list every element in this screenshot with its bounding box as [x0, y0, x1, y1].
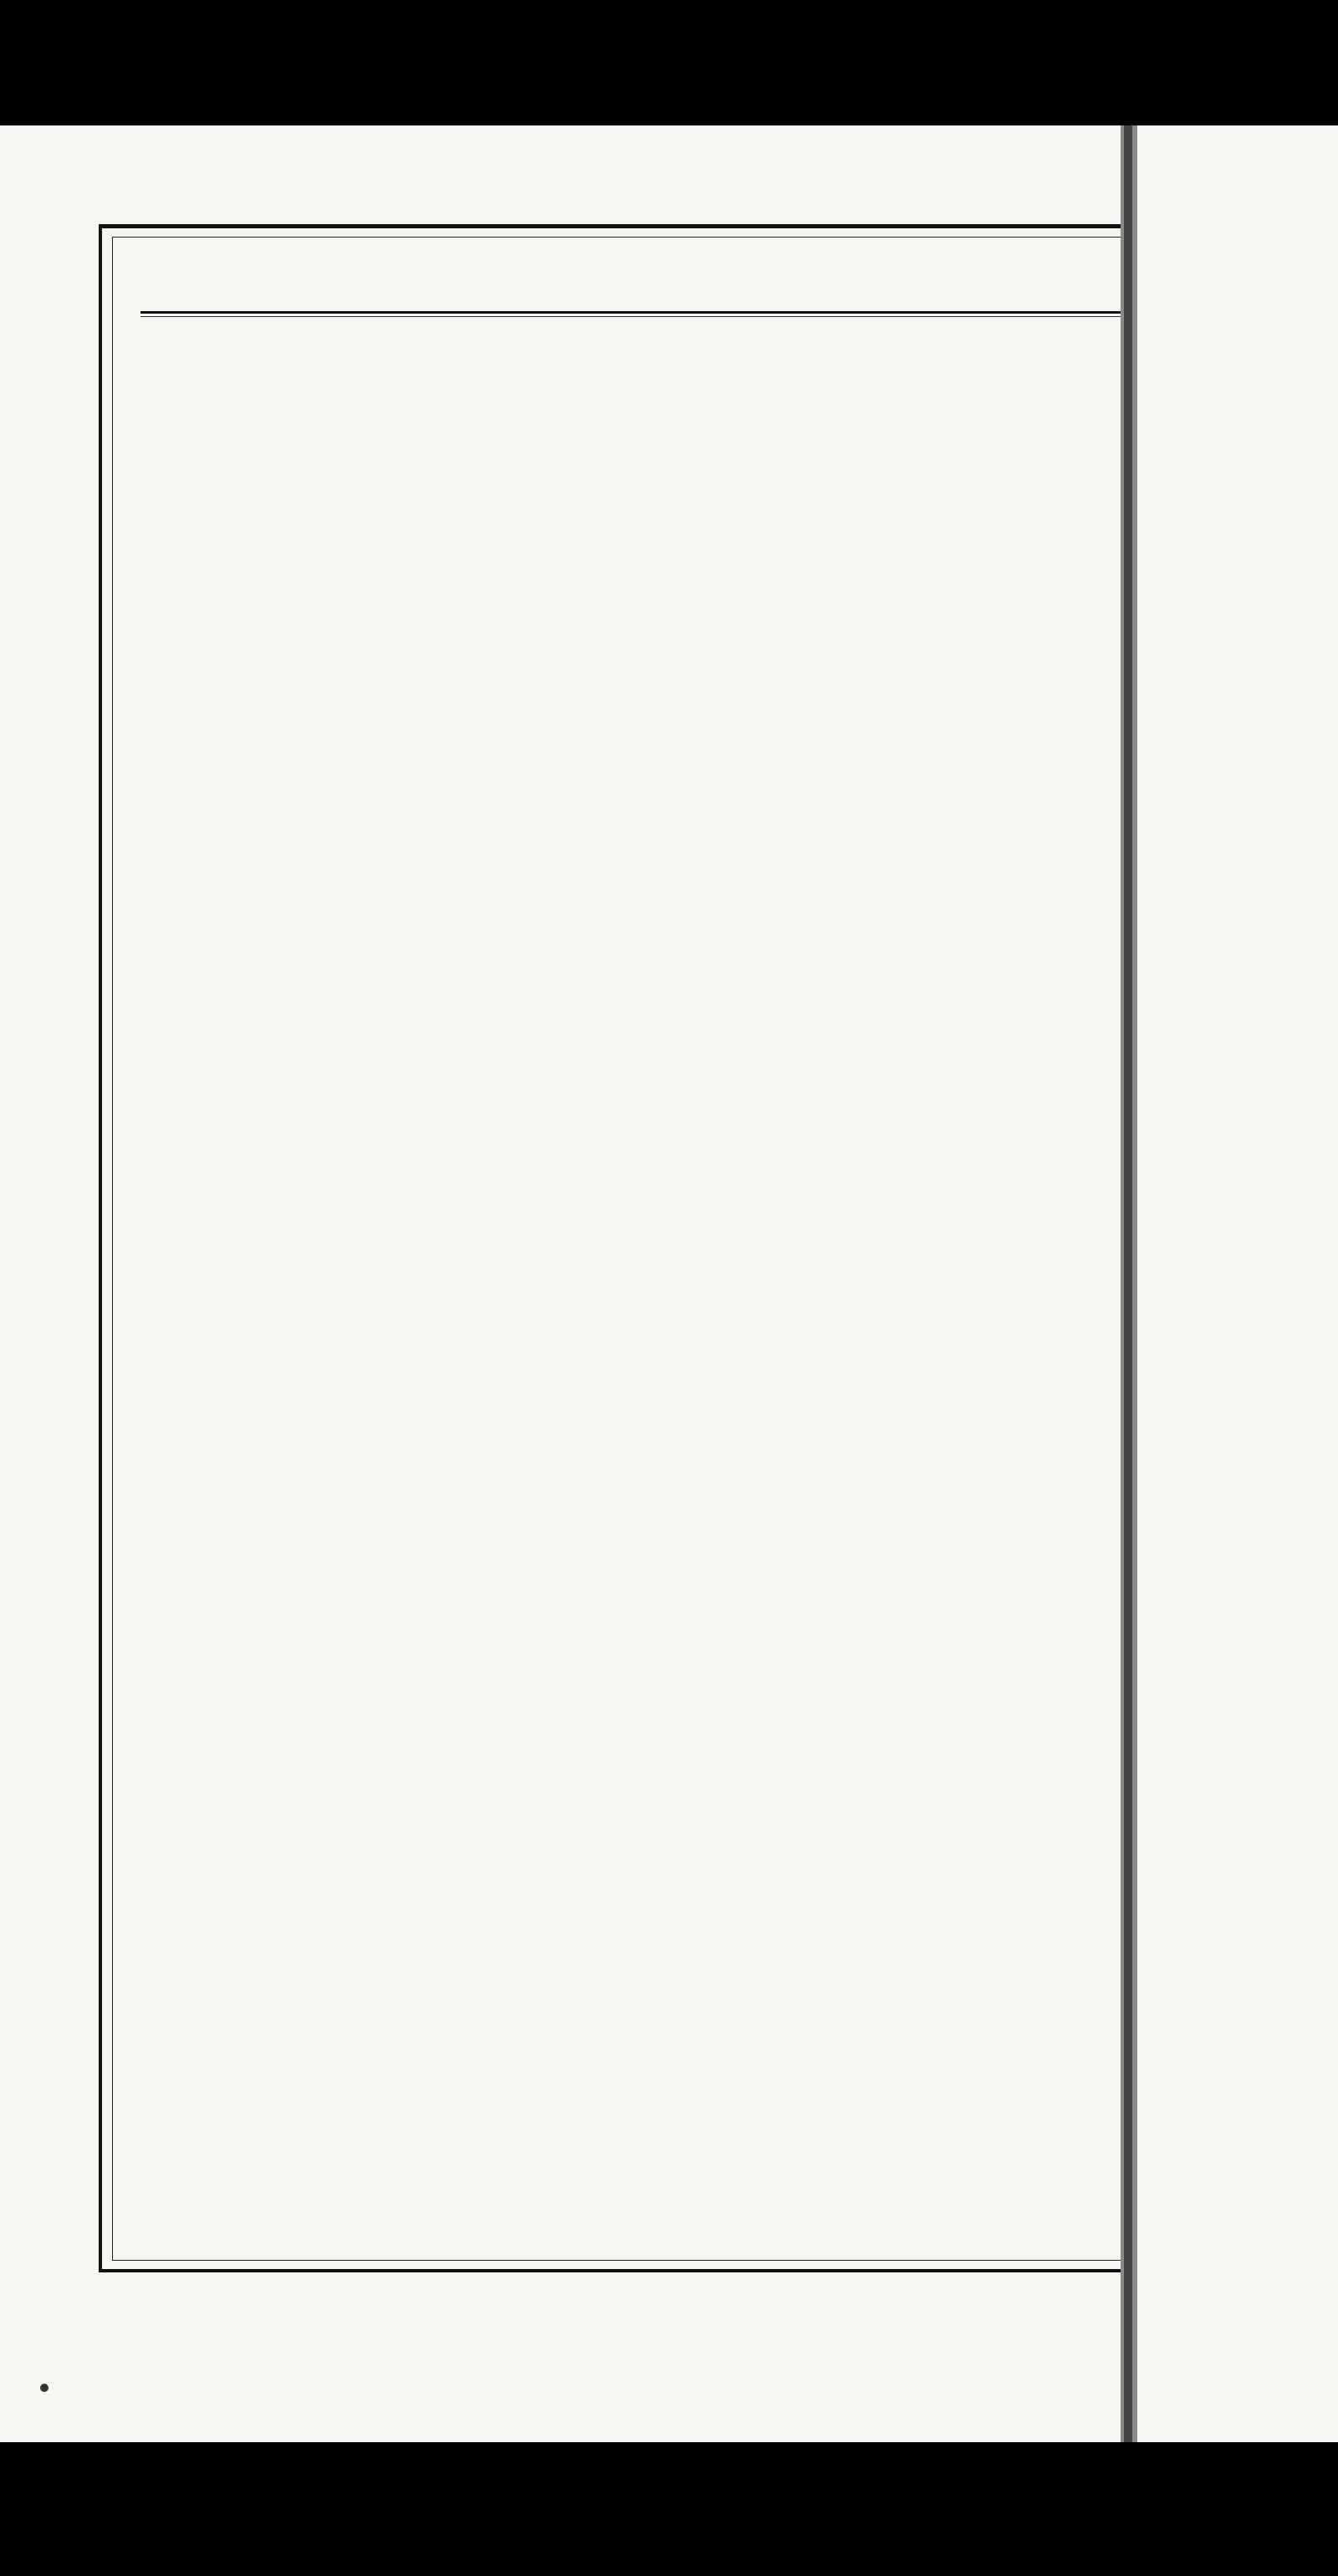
header-rule: [140, 311, 1136, 314]
page-header: [140, 259, 1127, 309]
facing-page: [1137, 125, 1338, 2442]
ink-spot: [40, 2384, 49, 2392]
scanned-page: [0, 125, 1338, 2442]
header-rule-thin: [140, 316, 1136, 317]
page-border: [99, 224, 1139, 2272]
page-gutter-dark: [1124, 125, 1132, 2442]
